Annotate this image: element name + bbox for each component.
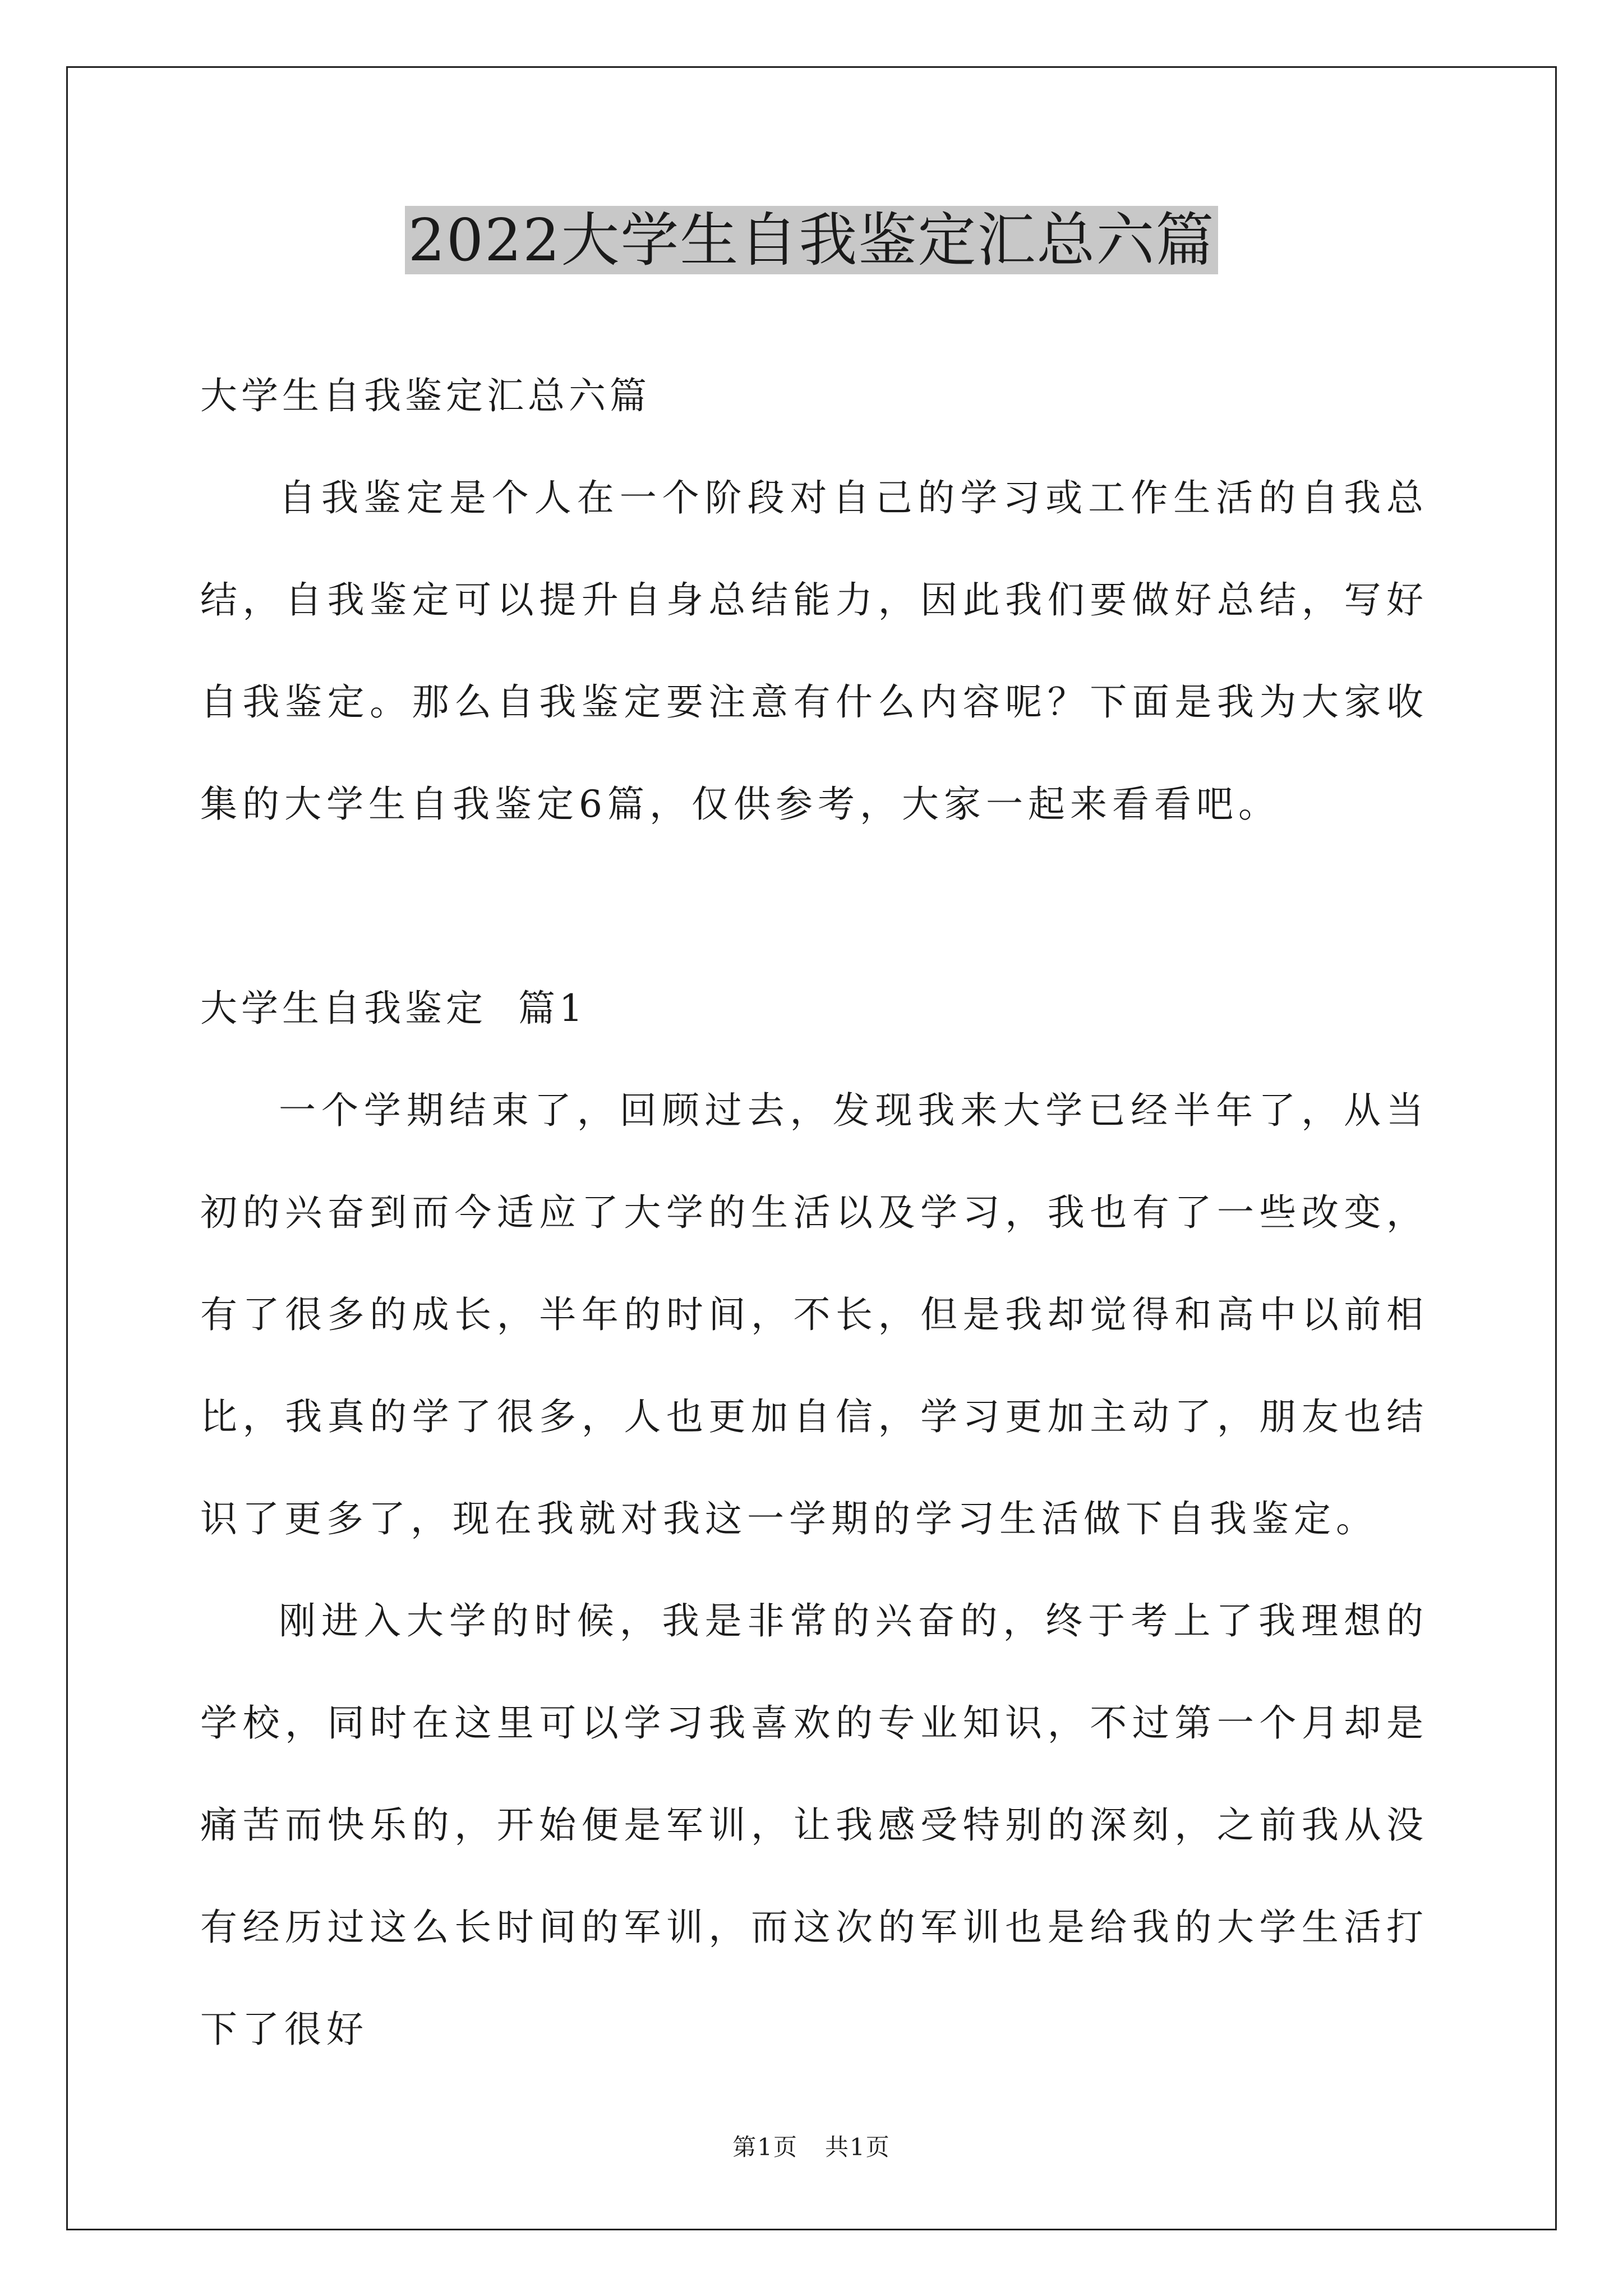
section-heading: 大学生自我鉴定 篇1: [200, 987, 587, 1030]
page-number: 第1页: [732, 2133, 798, 2161]
document-subtitle: 大学生自我鉴定汇总六篇: [200, 374, 651, 417]
document-title-text: 2022大学生自我鉴定汇总六篇: [405, 206, 1219, 274]
document-title: [0, 201, 1623, 279]
page-footer: [0, 2131, 1623, 2164]
page-total: 共1页: [825, 2133, 891, 2161]
body-paragraph: 一个学期结束了，回顾过去，发现我来大学已经半年了，从当初的兴奋到而今适应了大学的生活以及学习，我也有了一些改变，有了很多的成长，半年的时间，不长，但是我却觉得和高中以前相比，我真的学了很多，人也更加自信，学习更加主动了，朋友也结识了更多了，现在我就对我这一学期的学习生活做下自我鉴定。: [200, 1089, 1428, 1540]
intro-paragraph: 自我鉴定是个人在一个阶段对自己的学习或工作生活的自我总结，自我鉴定可以提升自身总结能力，因此我们要做好总结，写好自我鉴定。那么自我鉴定要注意有什么内容呢？下面是我为大家收集的大学生自我鉴定6篇，仅供参考，大家一起来看看吧。: [200, 476, 1428, 826]
body-paragraph: 刚进入大学的时候，我是非常的兴奋的，终于考上了我理想的学校，同时在这里可以学习我喜欢的专业知识，不过第一个月却是痛苦而快乐的，开始便是军训，让我感受特别的深刻，之前我从没有经历过这么长时间的军训，而这次的军训也是给我的大学生活打下了很好: [200, 1599, 1428, 2051]
document-body: [200, 345, 1428, 2081]
